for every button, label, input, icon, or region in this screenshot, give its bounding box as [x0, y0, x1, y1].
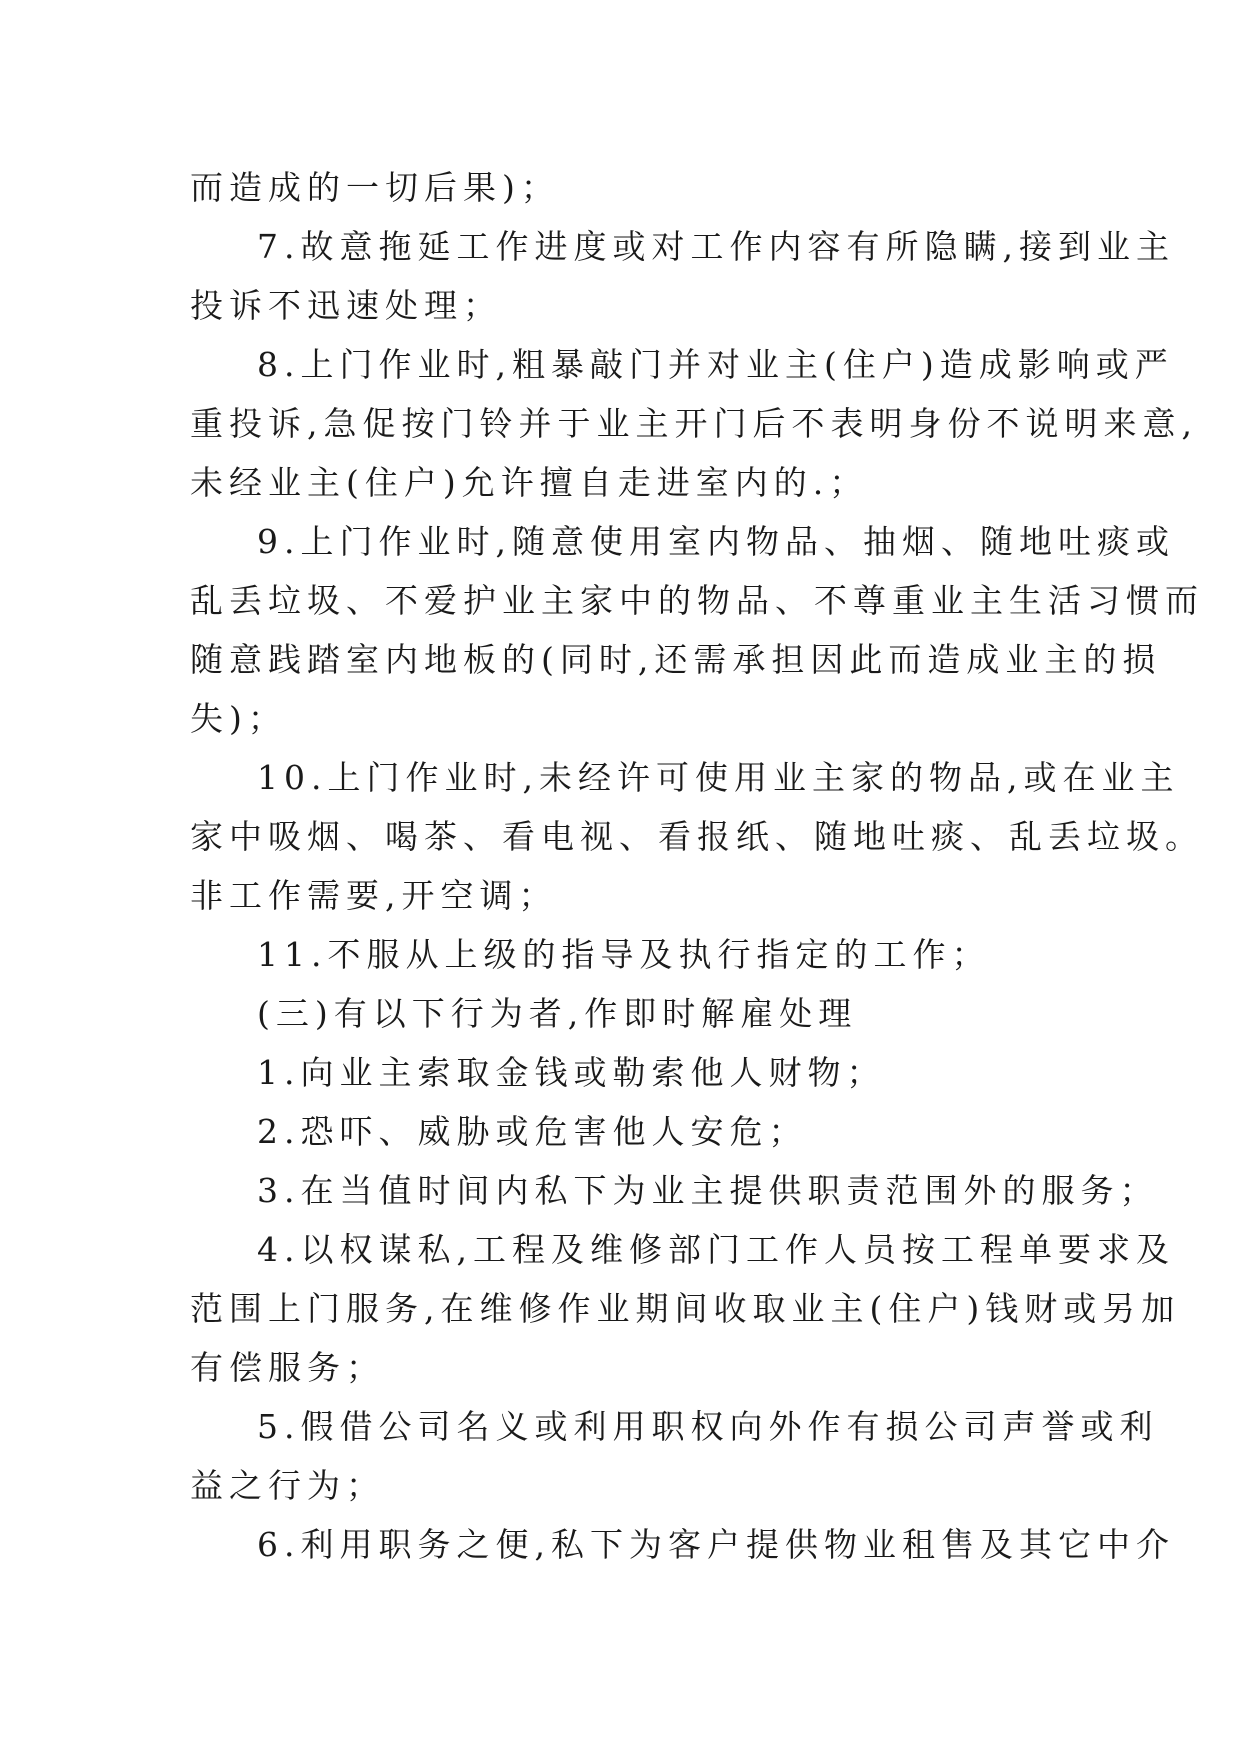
- text-line: 10.上门作业时,未经许可使用业主家的物品,或在业主: [257, 758, 1180, 797]
- text-line: 9.上门作业时,随意使用室内物品、抽烟、随地吐痰或: [257, 522, 1175, 561]
- text-line: 乱丢垃圾、不爱护业主家中的物品、不尊重业主生活习惯而: [190, 581, 1204, 620]
- text-line: 8.上门作业时,粗暴敲门并对业主(住户)造成影响或严: [257, 345, 1174, 384]
- text-line: 重投诉,急促按门铃并于业主开门后不表明身份不说明来意,: [190, 404, 1198, 443]
- text-line: 非工作需要,开空调；: [190, 876, 558, 915]
- text-line: 3.在当值时间内私下为业主提供职责范围外的服务；: [257, 1171, 1159, 1210]
- text-line: 6.利用职务之便,私下为客户提供物业租售及其它中介: [257, 1525, 1175, 1564]
- text-line: 未经业主(住户)允许擅自走进室内的.；: [190, 463, 869, 502]
- text-line: 4.以权谋私,工程及维修部门工作人员按工程单要求及: [257, 1230, 1175, 1269]
- text-line: 益之行为；: [190, 1466, 385, 1505]
- text-line: 11.不服从上级的指导及执行指定的工作；: [257, 935, 991, 974]
- text-line: 有偿服务；: [190, 1348, 385, 1387]
- section-heading: (三)有以下行为者,作即时解雇处理: [257, 994, 858, 1033]
- text-line: 7.故意拖延工作进度或对工作内容有所隐瞒,接到业主: [257, 227, 1175, 266]
- text-line: 2.恐吓、威胁或危害他人安危；: [257, 1112, 808, 1151]
- text-line: 范围上门服务,在维修作业期间收取业主(住户)钱财或另加: [190, 1289, 1181, 1328]
- text-line: 投诉不迅速处理；: [190, 286, 502, 325]
- text-line: 而造成的一切后果)；: [190, 168, 560, 207]
- body-text: [190, 158, 1204, 1574]
- text-line: 5.假借公司名义或利用职权向外作有损公司声誉或利: [257, 1407, 1159, 1446]
- text-line: 1.向业主索取金钱或勒索他人财物；: [257, 1053, 886, 1092]
- text-line: 随意践踏室内地板的(同时,还需承担因此而造成业主的损: [190, 640, 1162, 679]
- text-line: 家中吸烟、喝茶、看电视、看报纸、随地吐痰、乱丢垃圾。: [190, 817, 1204, 856]
- text-line: 失)；: [190, 699, 287, 738]
